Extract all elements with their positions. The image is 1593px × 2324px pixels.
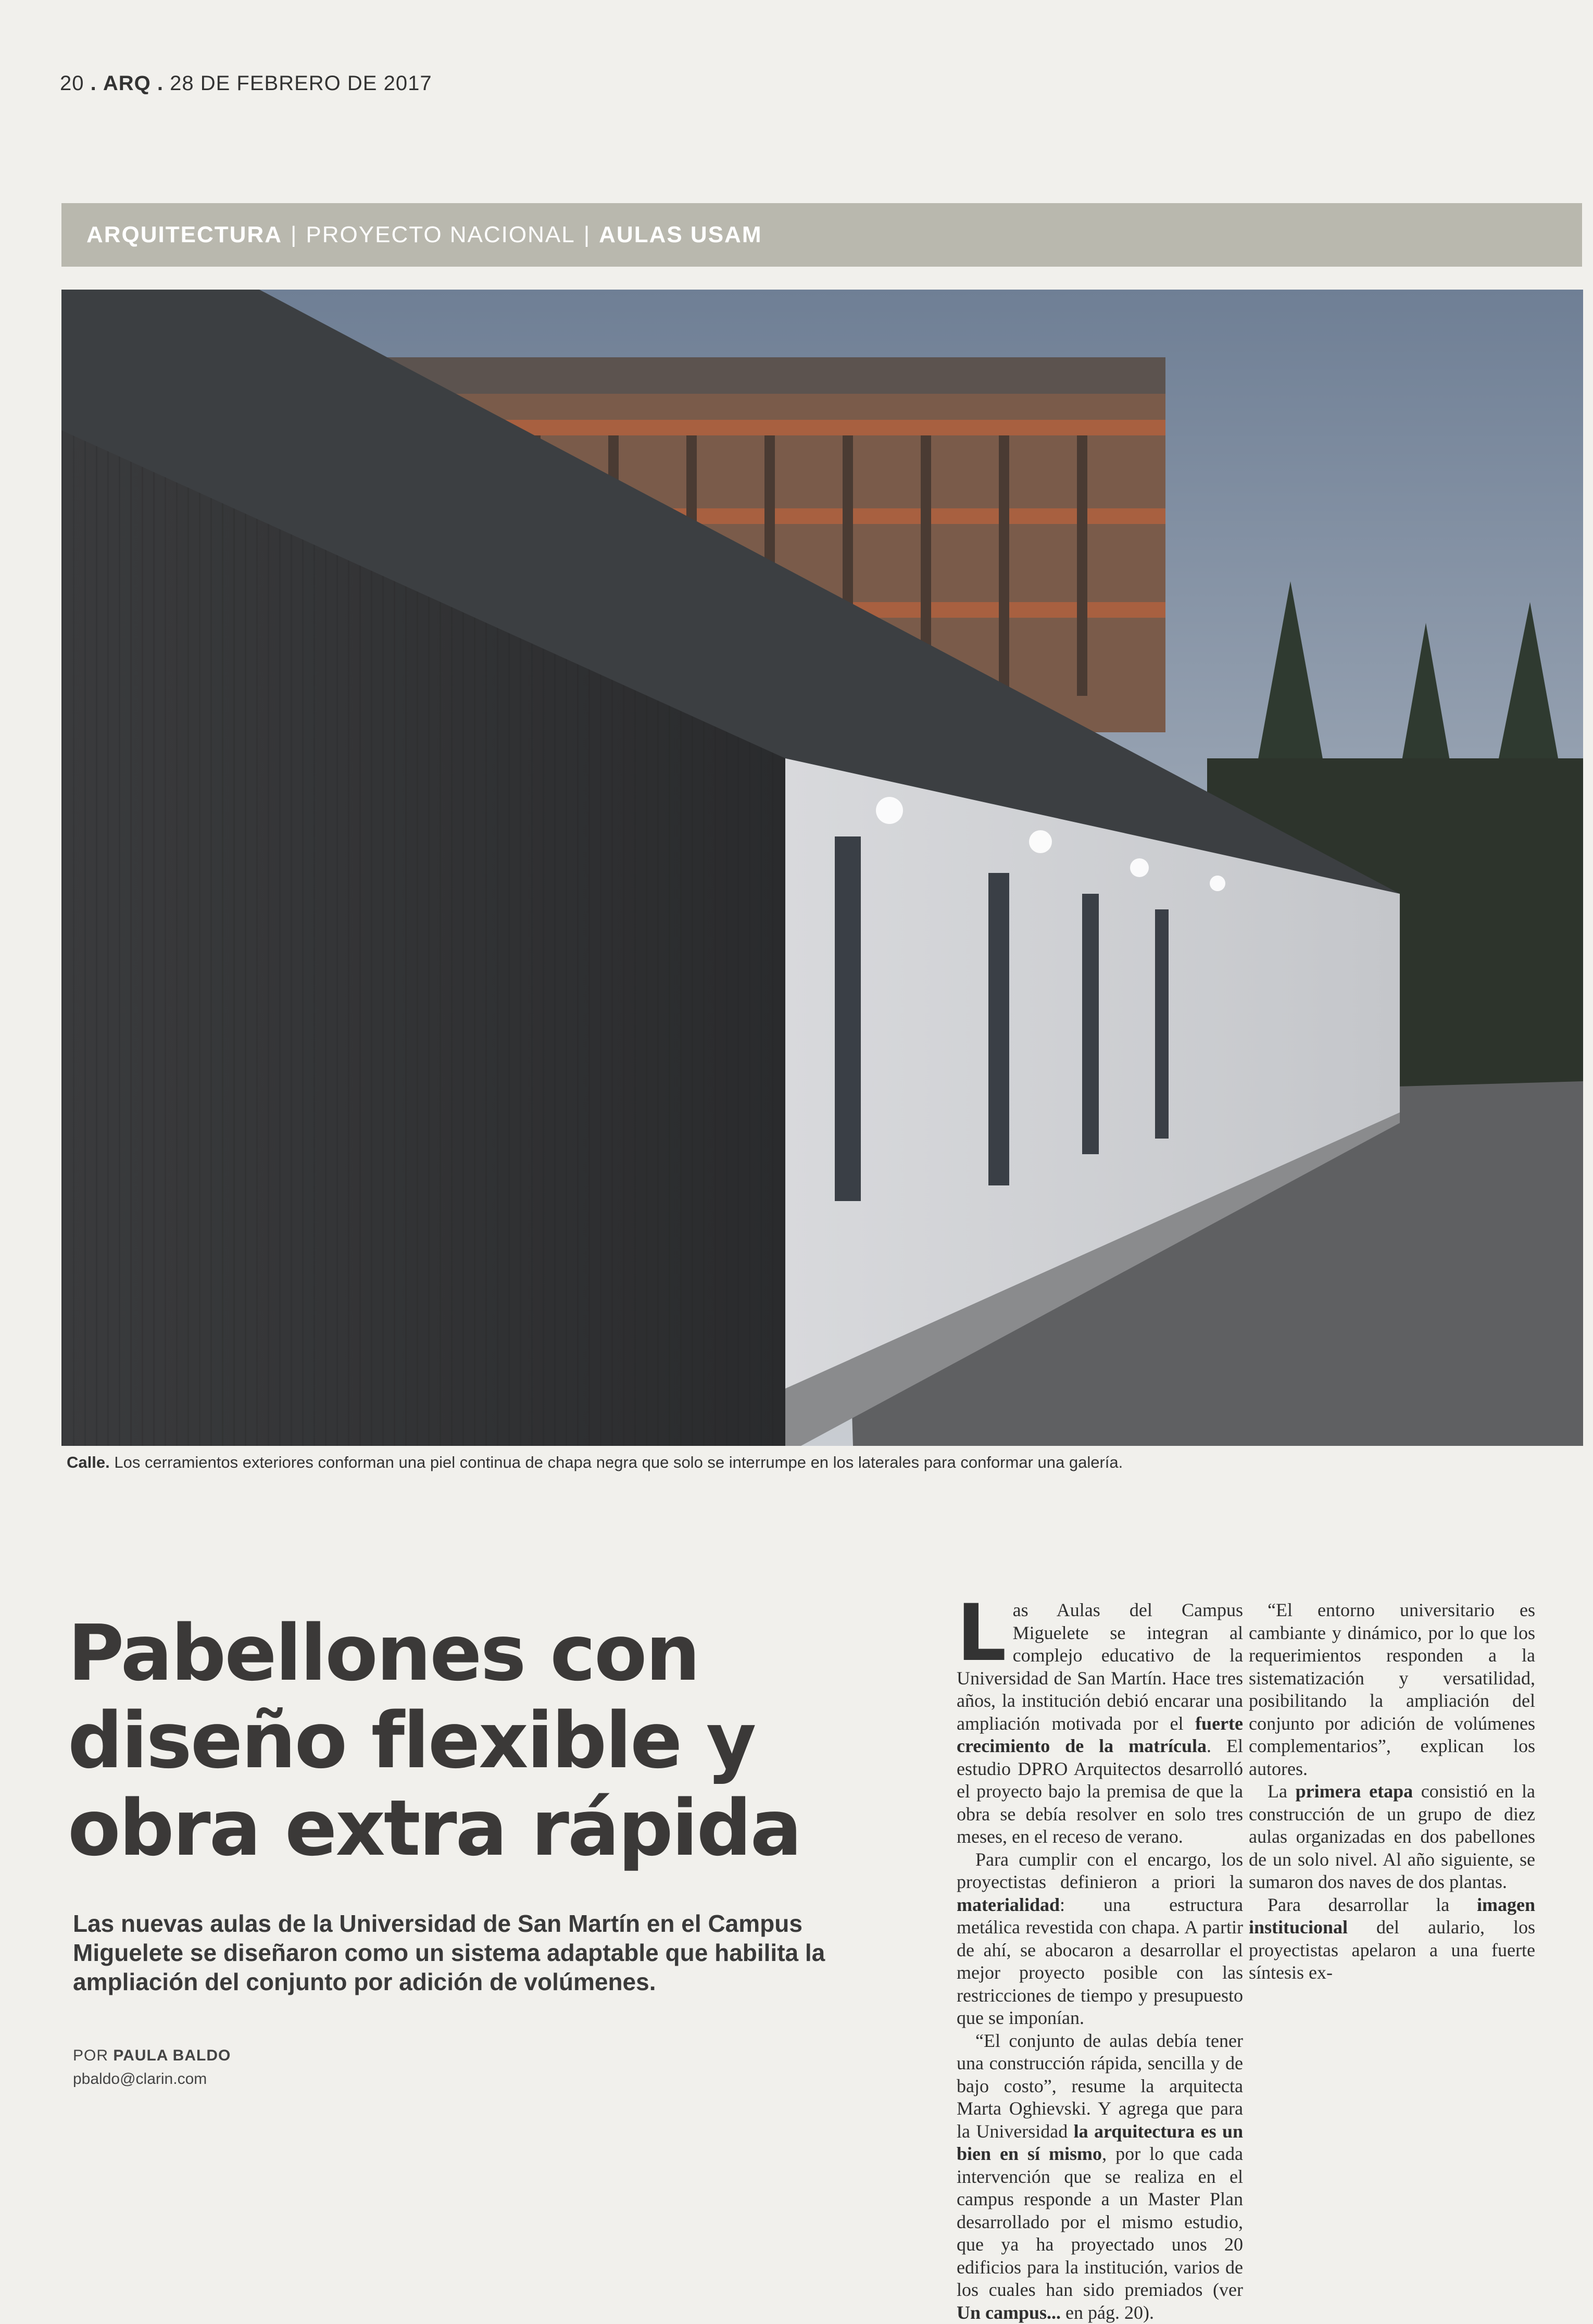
body-emphasis: Un campus... xyxy=(957,2302,1061,2323)
body-emphasis: fuerte crecimiento de la matrícula xyxy=(957,1713,1243,1757)
body-text: La xyxy=(1268,1781,1287,1802)
lead-photo xyxy=(61,290,1583,1446)
body-text: en pág. 20). xyxy=(1065,2302,1154,2323)
dropcap: L xyxy=(957,1602,1007,1665)
caption-lead: Calle. xyxy=(67,1453,110,1471)
body-emphasis: primera etapa xyxy=(1296,1781,1413,1802)
body-emphasis: materialidad xyxy=(957,1894,1060,1915)
body-text: Para desarrollar la xyxy=(1268,1894,1449,1915)
body-text: as Aulas del Campus Miguelete se integran al complejo educativo de la Universidad de San Martín. Hace tres años, la institución debió encarar una ampliación motivada por el xyxy=(957,1600,1243,1734)
section-separator: | xyxy=(291,222,297,248)
folio-separator: . xyxy=(91,72,97,95)
pavilion-photo-illustration xyxy=(61,290,1583,1446)
body-text: del aulario, los proyectistas apelaron a una fuerte síntesis ex- xyxy=(1249,1917,1535,1983)
body-paragraph xyxy=(957,1599,1243,1848)
section-sublabel: PROYECTO NACIONAL xyxy=(306,222,575,248)
deck: Las nuevas aulas de la Universidad de San Martín en el Campus Miguelete se diseñaron como un sistema adaptable que habilita la ampliación del conjunto por adición de volúmenes. xyxy=(73,1909,896,1996)
body-text: consistió en la construcción de un grupo de diez aulas organizadas en dos pabellones de un solo nivel. Al año siguiente, se sumaron dos naves de dos plantas. xyxy=(1249,1781,1535,1892)
body-paragraph xyxy=(1249,1894,1535,1984)
body-text: : una estructura metálica revestida con chapa. A partir de ahí, se abocaron a desarrollar el mejor proyecto posible con las restricciones de tiempo y presupuesto que se imponían. xyxy=(957,1894,1243,2029)
body-paragraph xyxy=(1249,1780,1535,1894)
page-folio xyxy=(60,72,432,95)
page-number: 20 xyxy=(60,72,84,95)
folio-section: ARQ xyxy=(103,72,151,95)
caption-text: Los cerramientos exteriores conforman una piel continua de chapa negra que solo se interrumpe en los laterales para conformar una galería. xyxy=(114,1453,1123,1471)
folio-separator: . xyxy=(157,72,164,95)
body-text: . El estudio DPRO Arquitectos desarrolló el proyecto bajo la premisa de que la obra se debía resolver en solo tres meses, en el receso de verano. xyxy=(957,1735,1243,1847)
body-paragraph xyxy=(957,2030,1243,2324)
section-topic: AULAS USAM xyxy=(599,222,762,248)
folio-date: 28 DE FEBRERO DE 2017 xyxy=(170,72,432,95)
body-emphasis: la arquitectura es un bien en sí mismo xyxy=(957,2121,1243,2165)
photo-caption xyxy=(67,1453,1577,1472)
author-email[interactable]: pbaldo@clarin.com xyxy=(73,2070,207,2088)
body-text: , por lo que cada intervención que se realiza en el campus responde a un Master Plan desarrollado por el mismo estudio, que ya ha proyectado unos 20 edificios para la institución, varios de los cuales han sido premiados (ver xyxy=(957,2143,1243,2300)
body-paragraph: “El entorno universitario es cambiante y dinámico, por lo que los requerimientos responden a la sistematización y versatilidad, posibilitando la ampliación del conjunto por adición de volúmenes complementarios”, explican los autores. xyxy=(1249,1599,1535,1780)
byline-author: PAULA BALDO xyxy=(113,2047,231,2064)
headline: Pabellones con diseño flexible y obra extra rápida xyxy=(68,1609,901,1872)
byline xyxy=(73,2047,231,2065)
body-text: “El conjunto de aulas debía tener una construcción rápida, sencilla y de bajo costo”, resume la arquitecta Marta Oghievski. Y agrega que para la Universidad xyxy=(957,2030,1243,2142)
body-paragraph xyxy=(957,1848,1243,2030)
section-bar xyxy=(61,203,1582,267)
body-column-2 xyxy=(1249,1599,1535,1984)
body-column-1 xyxy=(957,1599,1243,2324)
byline-prefix: POR xyxy=(73,2047,108,2064)
body-text: Para cumplir con el encargo, los proyectistas definieron a priori la xyxy=(957,1849,1243,1893)
body-emphasis: imagen institucional xyxy=(1249,1894,1535,1938)
section-separator: | xyxy=(584,222,591,248)
section-label: ARQUITECTURA xyxy=(86,222,282,248)
